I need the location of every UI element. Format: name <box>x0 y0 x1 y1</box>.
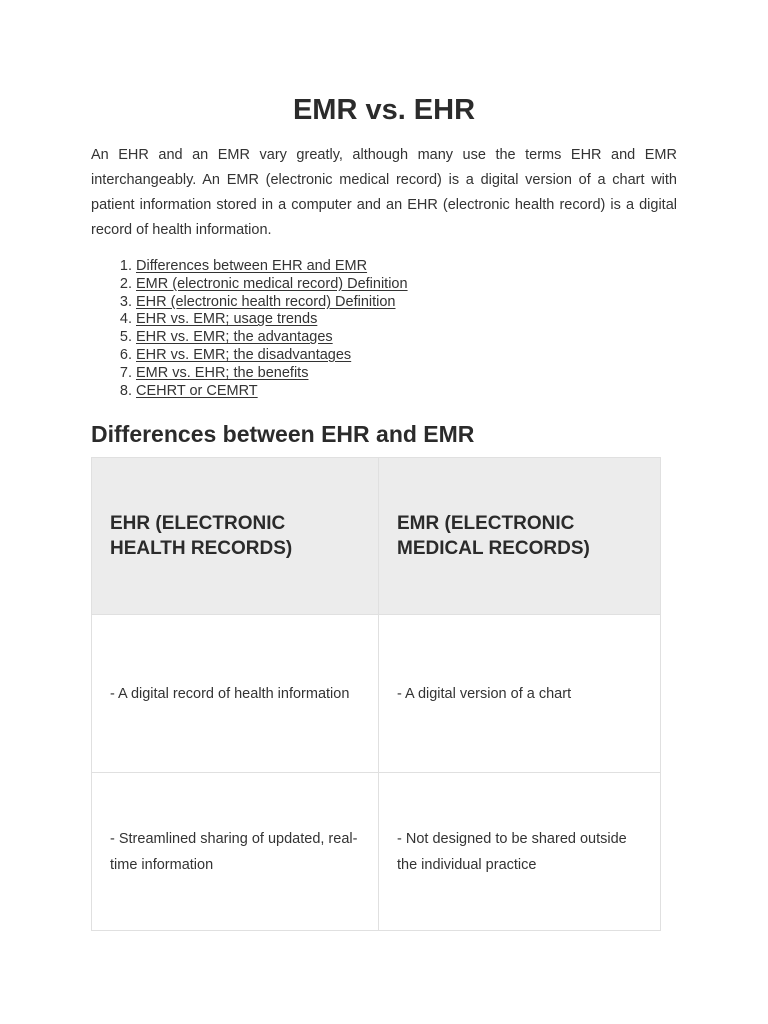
toc-link-differences[interactable]: Differences between EHR and EMR <box>136 258 368 274</box>
toc-item <box>136 311 408 329</box>
toc-item <box>136 276 408 294</box>
table-of-contents <box>91 258 408 400</box>
toc-link-usage-trends[interactable]: EHR vs. EMR; usage trends <box>136 311 318 328</box>
toc-item <box>136 294 408 312</box>
table-cell-emr: - A digital version of a chart <box>379 615 661 773</box>
comparison-table <box>91 457 661 931</box>
table-header-row <box>92 458 661 615</box>
toc-link-benefits[interactable]: EMR vs. EHR; the benefits <box>136 364 309 381</box>
page-title: EMR vs. EHR <box>292 94 476 126</box>
toc-link-ehr-definition[interactable]: EHR (electronic health record) Definition <box>136 293 396 310</box>
table-cell-emr: - Not designed to be shared outside the individual practice <box>379 773 661 931</box>
table-header-emr: EMR (ELECTRONIC MEDICAL RECORDS) <box>379 458 661 615</box>
toc-link-disadvantages[interactable]: EHR vs. EMR; the disadvantages <box>136 346 352 363</box>
table-cell-ehr: - Streamlined sharing of updated, real-time information <box>92 773 379 931</box>
table-cell-ehr: - A digital record of health information <box>92 615 379 773</box>
toc-item <box>136 365 408 383</box>
toc-item <box>136 329 408 347</box>
table-header-ehr: EHR (ELECTRONIC HEALTH RECORDS) <box>92 458 379 615</box>
toc-link-emr-definition[interactable]: EMR (electronic medical record) Definition <box>136 275 408 292</box>
table-row <box>92 773 661 931</box>
section-heading: Differences between EHR and EMR <box>91 421 475 447</box>
toc-link-advantages[interactable]: EHR vs. EMR; the advantages <box>136 329 333 346</box>
intro-paragraph: An EHR and an EMR vary greatly, although many use the terms EHR and EMR interchangeably. An EMR (electronic medical record) is a digital version of a chart with patient information stored in a computer and an EHR (electronic health record) is a digital record of health information. <box>91 147 677 238</box>
table-row <box>92 615 661 773</box>
toc-item <box>136 258 408 276</box>
toc-link-cehrt[interactable]: CEHRT or CEMRT <box>136 382 258 399</box>
toc-item <box>136 347 408 365</box>
toc-item <box>136 383 408 401</box>
